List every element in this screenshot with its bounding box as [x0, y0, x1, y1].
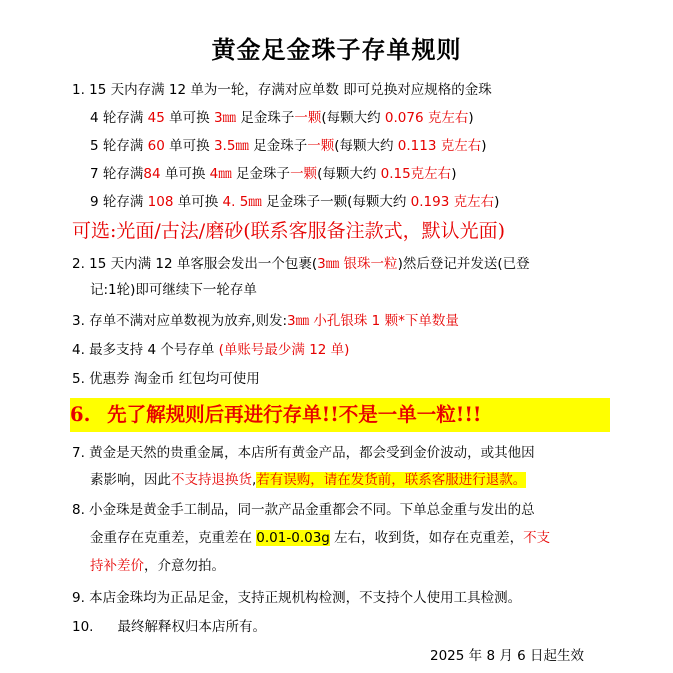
tier-text: ): [494, 194, 500, 210]
style-options: 可选:光面/古法/磨砂(联系客服备注款式，默认光面): [72, 220, 506, 242]
tier-text: 足金珠子一颗: [261, 194, 348, 210]
tier-text: 9 轮存满: [90, 194, 148, 210]
rule-8-no-refund: 持补差价: [90, 558, 144, 574]
tier-text: (每颗大约: [321, 110, 385, 126]
rule-8-text: 左右，收到货，如存在克重差，: [329, 530, 524, 546]
tier-text: 足金珠子: [236, 110, 295, 126]
tier-orders: 108: [147, 194, 174, 210]
rule-10-number: 10.: [72, 619, 94, 635]
page-title: 黄金足金珠子存单规则: [211, 35, 462, 64]
tier-orders: 45: [147, 110, 165, 126]
tier-text: 单可换: [164, 110, 214, 126]
rule-7-no-return: 不支持退换货: [171, 472, 252, 488]
rule-8-line-1: 8. 小金珠是黄金手工制品，同一款产品金重都会不同。下单总金重与发出的总: [72, 502, 535, 518]
rule-3-silver-bead: 3㎜ 小孔银珠 1 颗*下单数量: [287, 313, 459, 329]
rule-7-text: 素影响，因此: [90, 472, 171, 488]
tier-weight: 0.076 克左右: [384, 110, 469, 126]
tier-count: 一颗: [290, 166, 318, 182]
tier-size: 3㎜: [213, 110, 237, 126]
tier-text: 足金珠子: [231, 166, 291, 182]
rule-10: [72, 617, 266, 637]
rule-2-text: 2. 15 天内满 12 单客服会发出一个包裹(: [72, 256, 318, 272]
rule-4-minimum: (单账号最少满 12 单): [218, 342, 350, 358]
rule-7-line-2: [90, 470, 526, 490]
tier-weight: 0.113 克左右: [397, 138, 482, 154]
tier-row: [90, 136, 487, 156]
tier-count: 一颗: [294, 110, 322, 126]
effective-date: 2025 年 8 月 6 日起生效: [430, 648, 584, 664]
tier-text: 单可换: [164, 138, 214, 154]
rule-6-text: 先了解规则后再进行存单!!不是一单一粒!!!: [107, 403, 482, 426]
rule-3-text: 3. 存单不满对应单数视为放弃,则发:: [72, 313, 288, 329]
tier-text: ): [481, 138, 487, 154]
rule-8-text: 金重存在克重差，克重差在: [90, 530, 257, 546]
rule-2-line-2: 记:1轮)即可继续下一轮存单: [90, 282, 257, 298]
rule-8-weight-range: 0.01-0.03g: [256, 530, 330, 546]
tier-text: 5 轮存满: [90, 138, 148, 154]
rule-10-text: 最终解释权归本店所有。: [117, 619, 266, 635]
tier-size: 4㎜: [209, 166, 232, 182]
rule-6-warning: [70, 398, 610, 432]
rule-3: [72, 311, 459, 331]
tier-size: 3.5㎜: [213, 138, 249, 154]
rule-1-intro: 1. 15 天内存满 12 单为一轮，存满对应单数 即可兑换对应规格的金珠: [72, 82, 492, 98]
tier-size: 4. 5㎜: [222, 194, 262, 210]
tier-orders: 84: [143, 166, 161, 182]
tier-text: (每颗大约: [347, 194, 411, 210]
rule-7-line-1: 7. 黄金是天然的贵重金属，本店所有黄金产品，都会受到金价波动，或其他因: [72, 445, 535, 461]
tier-text: (每颗大约: [317, 166, 381, 182]
rule-7-refund-note: 若有误购，请在发货前，联系客服进行退款。: [256, 472, 527, 488]
tier-row: [90, 192, 499, 212]
rule-2-line-1: [72, 254, 530, 274]
tier-text: 足金珠子: [248, 138, 308, 154]
tier-text: ): [451, 166, 457, 182]
tier-text: 4 轮存满: [90, 110, 148, 126]
rule-2-text: )然后登记并发送(已登: [397, 256, 530, 272]
rule-5: 5. 优惠券 淘金币 红包均可使用: [72, 371, 260, 387]
tier-text: 7 轮存满: [90, 166, 144, 182]
rule-8-no-refund: 不支: [523, 530, 551, 546]
tier-weight: 0.193 克左右: [410, 194, 495, 210]
tier-row: [90, 108, 474, 128]
rule-8-line-2: [90, 528, 550, 548]
tier-text: 单可换: [160, 166, 210, 182]
tier-row: [90, 164, 456, 184]
tier-text: 单可换: [173, 194, 223, 210]
rule-4: [72, 340, 349, 360]
tier-orders: 60: [147, 138, 165, 154]
tier-text: ): [468, 110, 474, 126]
rule-9: 9. 本店金珠均为正品足金，支持正规机构检测，不支持个人使用工具检测。: [72, 590, 522, 606]
rule-2-silver-bead: 3㎜ 银珠一粒: [317, 256, 398, 272]
rule-4-text: 4. 最多支持 4 个号存单: [72, 342, 219, 358]
rule-7-text: ,: [252, 472, 257, 488]
rule-8-text: ，介意勿拍。: [144, 558, 225, 574]
rule-8-line-3: [90, 556, 225, 576]
tier-count: 一颗: [307, 138, 335, 154]
tier-text: (每颗大约: [334, 138, 398, 154]
rule-6-number: 6.: [70, 403, 91, 426]
tier-weight: 0.15克左右: [380, 166, 452, 182]
